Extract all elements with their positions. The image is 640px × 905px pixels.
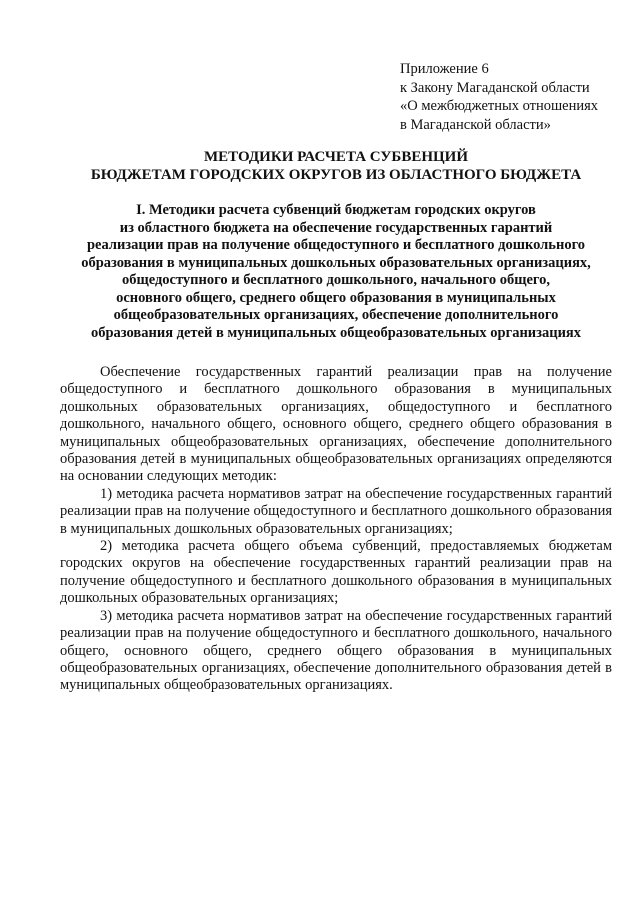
document-body [60, 364, 612, 695]
section-heading-line: образования в муниципальных дошкольных образовательных организациях, [81, 254, 591, 271]
section-heading-line: I. Методики расчета субвенций бюджетам городских округов [136, 202, 536, 218]
intro-paragraph: Обеспечение государственных гарантий реализации прав на получение общедоступного и бесплатного дошкольного образования в муниципальных дошкольных образовательных организациях, общедоступного и бесплатного дошкольного, начального общего, основного общего, среднего общего образования в муниципальных общеобразовательных организациях, обеспечение дополнительного образования детей в муниципальных общеобразовательных организациях определяются на основании следующих методик: [60, 364, 612, 485]
section-heading-line: основного общего, среднего общего образования в муниципальных [116, 289, 556, 306]
title-line: МЕТОДИКИ РАСЧЕТА СУБВЕНЦИЙ [203, 149, 469, 165]
title-line: БЮДЖЕТАМ ГОРОДСКИХ ОКРУГОВ ИЗ ОБЛАСТНОГО БЮДЖЕТА [90, 167, 582, 183]
section-heading [60, 202, 612, 342]
annex-line: Приложение 6 [400, 61, 489, 77]
section-heading-line: из областного бюджета на обеспечение государственных гарантий [119, 219, 553, 236]
section-heading-line: реализации прав на получение общедоступного и бесплатного дошкольного [86, 237, 586, 253]
section-heading-line: образования детей в муниципальных общеобразовательных организациях [90, 324, 582, 341]
document-title [60, 148, 612, 184]
annex-reference [400, 60, 598, 134]
annex-line: «О межбюджетных отношениях [400, 98, 599, 114]
section-heading-line: общедоступного и бесплатного дошкольного, начального общего, [121, 272, 551, 288]
list-item: 1) методика расчета нормативов затрат на обеспечение государственных гарантий реализации прав на получение общедоступного и бесплатного дошкольного образования в муниципальных дошкольных образовательных организациях; [60, 485, 612, 537]
annex-line: в Магаданской области» [400, 116, 551, 133]
section-heading-line: общеобразовательных организациях, обеспечение дополнительного [113, 307, 559, 323]
list-item: 3) методика расчета нормативов затрат на обеспечение государственных гарантий реализации прав на получение общедоступного и бесплатного дошкольного, начального общего, основного общего, среднего общего образования в муниципальных общеобразовательных организациях, обеспечение дополнительного образования детей в муниципальных общеобразовательных организациях. [60, 607, 612, 694]
list-item: 2) методика расчета общего объема субвенций, предоставляемых бюджетам городских округов на обеспечение государственных гарантий реализации прав на получение общедоступного и бесплатного дошкольного образования в муниципальных дошкольных образовательных организациях; [60, 538, 612, 607]
annex-line: к Закону Магаданской области [400, 79, 590, 96]
